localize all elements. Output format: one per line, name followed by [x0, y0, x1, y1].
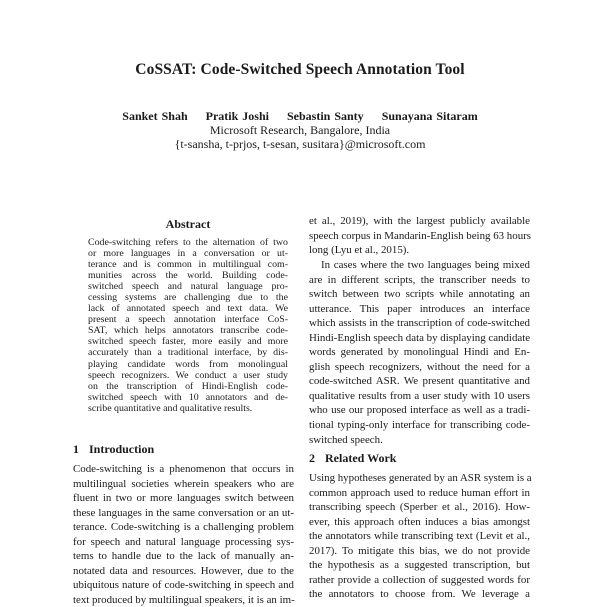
text-line: glish speech recognizers, without the need for a	[309, 360, 530, 373]
text-line: for speech and natural language processing sys-	[73, 535, 294, 548]
section-heading-introduction	[73, 442, 154, 457]
text-line: the hypothesis as a suggested transcription, but	[309, 559, 530, 572]
text-line: et al., 2019), with the largest publicly available	[309, 215, 530, 227]
text-line: rather provide a collection of suggested words for	[309, 573, 530, 586]
text-line: switched speech.	[309, 433, 383, 446]
author-name: Sunayana Sitaram	[381, 109, 478, 123]
text-line: notated data and resources. However, due to the	[73, 564, 294, 577]
text-line: In cases where the two languages being mixed	[321, 259, 530, 271]
text-line: transcribing speech (Sperber et al., 2016). How-	[309, 501, 530, 514]
abstract-text	[88, 237, 288, 414]
text-line: Hindi-English speech data by displaying candidate	[309, 331, 531, 344]
text-line: scribe quantitative and qualitative results.	[88, 402, 253, 414]
author-name: Sanket Shah	[122, 109, 188, 123]
text-line: tems to handle due to the lack of manually an-	[73, 550, 294, 563]
text-line: accurately than a traditional interface, by dis-	[88, 347, 288, 359]
text-line: the annotators to choose from. We leverage a	[309, 588, 530, 601]
text-line: code-switched ASR. We present quantitative and	[309, 375, 530, 388]
text-line: who use our proposed interface as well as a tradi-	[309, 404, 530, 417]
author-list	[0, 109, 600, 124]
text-line: ever, this approach often induces a bias amongst	[309, 515, 530, 528]
text-line: speech recognizers. We conduct a user study	[88, 369, 288, 381]
text-line: text produced by multilingual speakers, it is an im-	[73, 593, 295, 606]
text-line: the annotators while transcribing text (Levit et al.,	[309, 530, 530, 543]
text-line: switched speech with 10 annotators and de-	[88, 391, 288, 403]
text-line: ubiquitous nature of code-switching in speech and	[73, 579, 294, 592]
author-name: Pratik Joshi	[205, 109, 269, 123]
section-heading-related-work	[309, 451, 396, 466]
text-line: or more languages in a conversation or ut-	[88, 248, 288, 260]
author-name: Sebastin Santy	[286, 109, 364, 123]
text-line: munities across the world. Building code-	[88, 270, 288, 282]
text-line: these languages in the same conversation or an ut-	[73, 506, 294, 519]
text-line: fluent in two or more languages switch between	[73, 492, 294, 505]
text-line: long (Lyu et al., 2015).	[309, 244, 410, 257]
text-line: terance and is common in multilingual com-	[88, 259, 288, 271]
text-line: tional typing-only interface for transcribing code-	[309, 419, 530, 432]
section-title: Introduction	[89, 442, 155, 456]
text-line: switched speech and natural language pro-	[88, 281, 288, 293]
text-line: Using hypotheses generated by an ASR system is a	[309, 472, 532, 484]
text-line: qualitative results from a user study with 10 users	[309, 389, 530, 402]
text-line: common approach used to reduce human effort in	[309, 486, 530, 499]
affiliation: Microsoft Research, Bangalore, India	[209, 123, 391, 137]
text-line: on the transcription of Hindi-English code-	[88, 380, 288, 392]
text-line: cessing systems are challenging due to the	[88, 292, 288, 304]
text-line: Code-switching refers to the alternation of two	[88, 237, 288, 248]
text-line: switch between two scripts while annotating an	[309, 288, 530, 301]
introduction-text	[73, 462, 294, 607]
email-list: {t-sansha, t-prjos, t-sesan, susitara}@microsoft.com	[174, 137, 426, 151]
section-number: 1	[73, 442, 79, 456]
text-line: words generated by monolingual Hindi and En-	[309, 346, 530, 359]
text-line: which assists in the transcription of code-switched	[309, 317, 530, 330]
text-line: present a speech annotation interface CoS-	[88, 314, 288, 326]
text-line: terance. Code-switching is a challenging problem	[73, 521, 294, 534]
text-line: playing candidate words from monolingual	[88, 358, 288, 370]
abstract-heading: Abstract	[165, 217, 211, 231]
text-line: switched speech faster, more easily and more	[88, 336, 288, 348]
right-column-paragraph-1	[309, 214, 530, 258]
text-line: Code-switching is a phenomenon that occurs in	[73, 463, 294, 475]
text-line: SAT, which helps annotators transcribe code-	[88, 325, 288, 337]
text-line: utterance. This paper introduces an interface	[309, 302, 530, 315]
section-number: 2	[309, 451, 315, 465]
text-line: lack of annotated speech and text data. We	[88, 303, 288, 315]
related-work-text	[309, 471, 530, 602]
paper-title: CoSSAT: Code-Switched Speech Annotation Tool	[135, 61, 465, 78]
text-line: 2017). To mitigate this bias, we do not provide	[309, 544, 530, 557]
text-line: are in different scripts, the transcriber needs to	[309, 273, 530, 286]
text-line: multilingual societies wherein speakers who are	[73, 477, 294, 490]
text-line: speech corpus in Mandarin-English being 63 hours	[309, 229, 532, 242]
section-title: Related Work	[325, 451, 397, 465]
right-column-paragraph-2	[309, 258, 530, 447]
